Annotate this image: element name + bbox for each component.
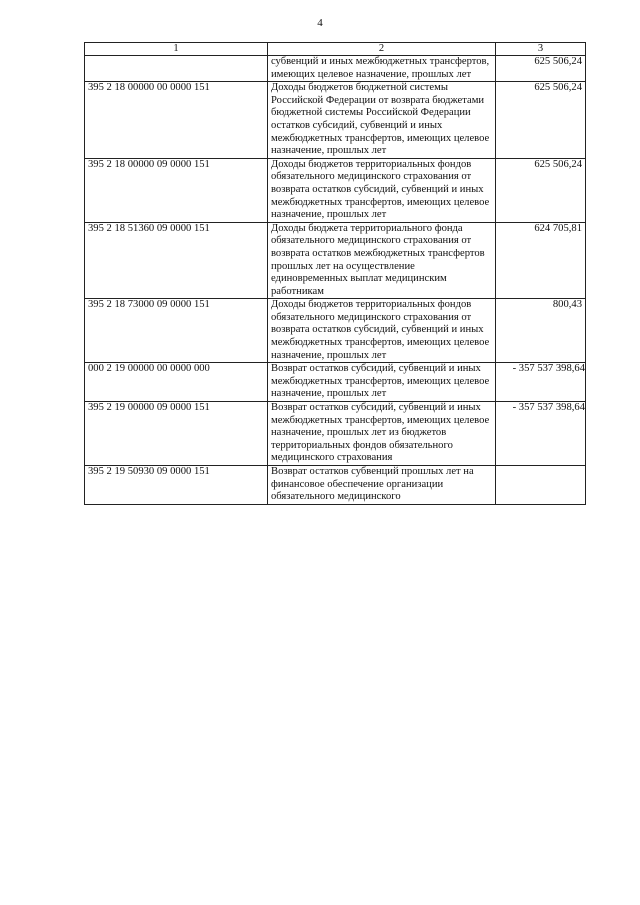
table-row (85, 158, 586, 222)
table-row (85, 56, 586, 82)
budget-code-cell (85, 56, 268, 82)
budget-code-cell: 395 2 18 51360 09 0000 151 (85, 222, 268, 299)
description-cell: Доходы бюджетов бюджетной системы Российской Федерации от возврата бюджетами бюджетной системы Российской Федерации остатков субсидий, субвенций и иных межбюджетных трансфертов, имеющих целевое назначение, прошлых лет (268, 82, 496, 159)
amount-cell (496, 466, 586, 505)
amount-cell: 625 506,24 (496, 82, 586, 159)
column-header-description: 2 (268, 43, 496, 56)
amount-cell: 800,43 (496, 299, 586, 363)
budget-revenue-table (84, 42, 586, 505)
budget-code-cell: 395 2 19 50930 09 0000 151 (85, 466, 268, 505)
amount-cell: 624 705,81 (496, 222, 586, 299)
budget-code-cell: 395 2 18 00000 09 0000 151 (85, 158, 268, 222)
table-row (85, 363, 586, 402)
table-row (85, 466, 586, 505)
table-header-row (85, 43, 586, 56)
description-cell: Доходы бюджета территориального фонда обязательного медицинского страхования от возврата остатков межбюджетных трансфертов прошлых лет на осуществление единовременных выплат медицинским работникам (268, 222, 496, 299)
budget-code-cell: 395 2 18 73000 09 0000 151 (85, 299, 268, 363)
description-cell: Возврат остатков субвенций прошлых лет на финансовое обеспечение организации обязательного медицинского (268, 466, 496, 505)
amount-cell: 625 506,24 (496, 158, 586, 222)
page-number: 4 (317, 17, 323, 29)
column-header-amount: 3 (496, 43, 586, 56)
description-cell: Возврат остатков субсидий, субвенций и иных межбюджетных трансфертов, имеющих целевое назначение, прошлых лет из бюджетов территориальных фондов обязательного медицинского страхования (268, 402, 496, 466)
description-cell: Возврат остатков субсидий, субвенций и иных межбюджетных трансфертов, имеющих целевое назначение, прошлых лет (268, 363, 496, 402)
amount-cell: 625 506,24 (496, 56, 586, 82)
description-cell: субвенций и иных межбюджетных трансфертов, имеющих целевое назначение, прошлых лет (268, 56, 496, 82)
amount-cell: - 357 537 398,64 (496, 402, 586, 466)
table-row (85, 222, 586, 299)
table-row (85, 82, 586, 159)
description-cell: Доходы бюджетов территориальных фондов обязательного медицинского страхования от возврата остатков субсидий, субвенций и иных межбюджетных трансфертов, имеющих целевое назначение, прошлых лет (268, 299, 496, 363)
table-row (85, 402, 586, 466)
budget-code-cell: 395 2 18 00000 00 0000 151 (85, 82, 268, 159)
budget-code-cell: 000 2 19 00000 00 0000 000 (85, 363, 268, 402)
table-row (85, 299, 586, 363)
description-cell: Доходы бюджетов территориальных фондов обязательного медицинского страхования от возврата остатков субсидий, субвенций и иных межбюджетных трансфертов, имеющих целевое назначение, прошлых лет (268, 158, 496, 222)
budget-code-cell: 395 2 19 00000 09 0000 151 (85, 402, 268, 466)
amount-cell: - 357 537 398,64 (496, 363, 586, 402)
column-header-code: 1 (85, 43, 268, 56)
